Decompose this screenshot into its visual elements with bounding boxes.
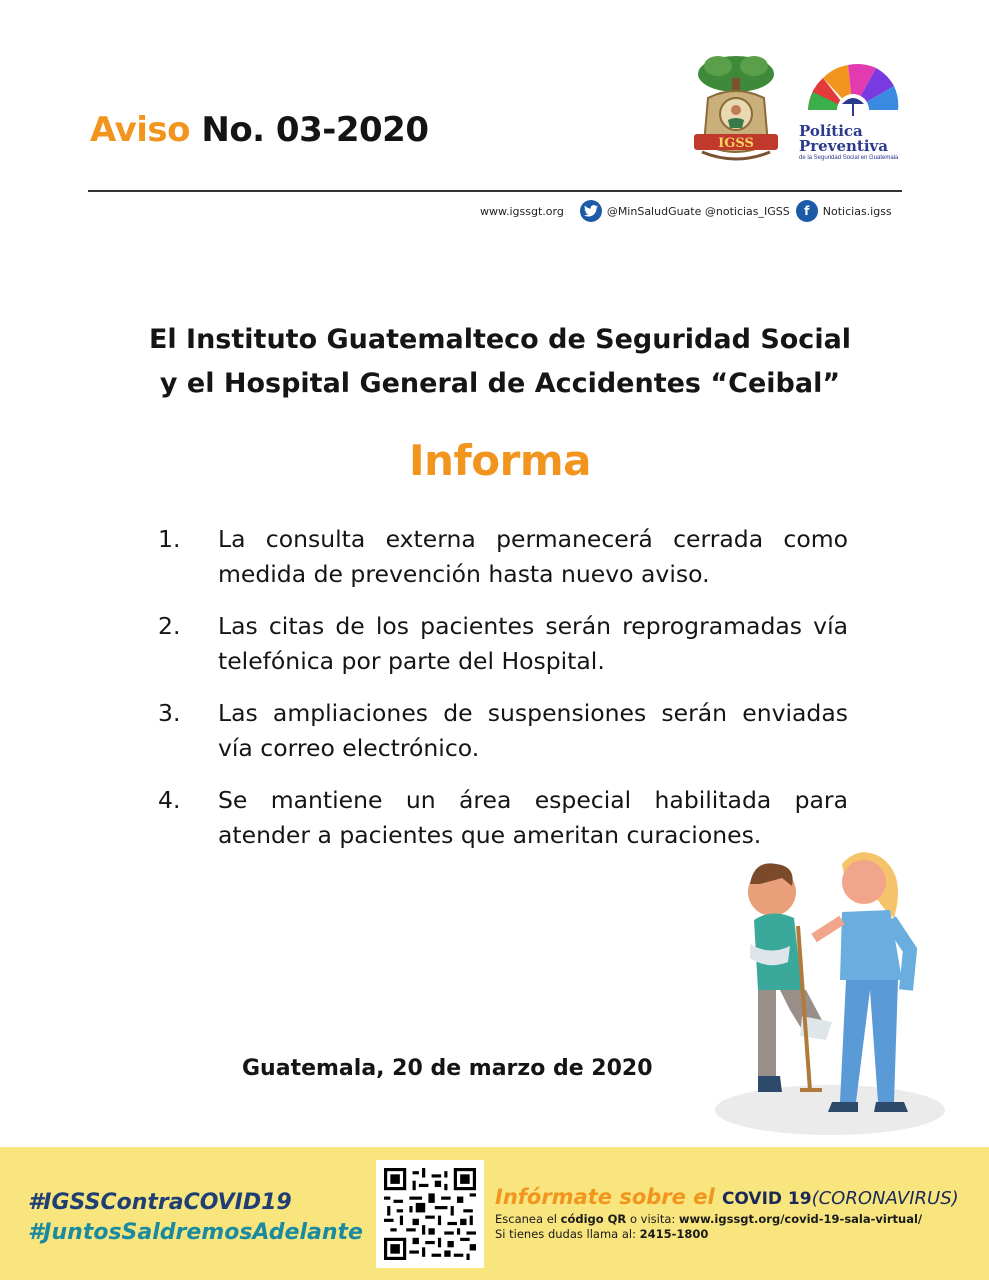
hashtag-juntos[interactable]: #JuntosSaldremosAdelante: [28, 1220, 363, 1245]
scan-middle: o visita:: [629, 1212, 676, 1226]
list-item-number: 3.: [158, 699, 181, 727]
informate-text: Infórmate sobre el: [495, 1185, 715, 1209]
list-item-number: 4.: [158, 786, 181, 814]
politica-sub: de la Seguridad Social en Guatemala: [799, 155, 899, 161]
twitter-handles[interactable]: @MinSaludGuate @noticias_IGSS: [606, 204, 790, 218]
social-links: [480, 200, 892, 222]
igss-logo-text: IGSS: [718, 136, 754, 151]
coronavirus-label: (CORONAVIRUS): [811, 1188, 959, 1209]
list-item: [158, 522, 848, 592]
twitter-icon: [580, 200, 602, 222]
call-prefix: Si tienes dudas llama al:: [495, 1227, 636, 1241]
politica-text: [799, 124, 911, 162]
heading-line1: El Instituto Guatemalteco de Seguridad Social: [148, 324, 852, 355]
covid-label: COVID 19: [721, 1189, 812, 1209]
aviso-word: Aviso: [90, 110, 191, 150]
institution-heading: [100, 318, 900, 406]
notice-list: [158, 522, 848, 870]
list-item-number: 1.: [158, 525, 181, 553]
list-item-text: Las citas de los pacientes serán reprogramadas vía telefónica por parte del Hospital.: [218, 612, 848, 675]
list-item-number: 2.: [158, 612, 181, 640]
aviso-number: No. 03-2020: [201, 110, 429, 150]
website-link[interactable]: www.igssgt.org: [480, 204, 564, 218]
list-item-text: Se mantiene un área especial habilitada para atender a pacientes que ameritan curaciones.: [218, 786, 848, 849]
list-item-text: La consulta externa permanecerá cerrada como medida de prevención hasta nuevo aviso.: [218, 525, 848, 588]
informa-title: Informa: [409, 436, 591, 485]
scan-prefix: Escanea el: [495, 1212, 557, 1226]
nurse-patient-illustration: [710, 840, 950, 1140]
scan-instructions: [495, 1212, 922, 1226]
list-item: [158, 696, 848, 766]
qr-code[interactable]: [376, 1160, 484, 1268]
list-item-text: Las ampliaciones de suspensiones serán enviadas vía correo electrónico.: [218, 699, 848, 762]
politica-line2: Preventiva: [799, 137, 888, 155]
igss-logo: [688, 48, 784, 170]
scan-url-link[interactable]: www.igssgt.org/covid-19-sala-virtual/: [678, 1212, 923, 1226]
list-item: [158, 609, 848, 679]
politica-line1: Política: [799, 122, 863, 140]
call-instructions: [495, 1227, 708, 1241]
page-title: [90, 110, 428, 150]
call-number[interactable]: 2415-1800: [639, 1227, 709, 1241]
qr-code-icon: [384, 1168, 476, 1260]
informate-line: [495, 1185, 959, 1209]
heading-line2: y el Hospital General de Accidentes “Ceibal”: [159, 368, 841, 399]
hashtag-igss-covid[interactable]: #IGSSContraCOVID19: [28, 1190, 292, 1215]
header-divider: [88, 190, 902, 192]
facebook-link[interactable]: Noticias.igss: [822, 204, 892, 218]
scan-qr: código QR: [560, 1212, 627, 1226]
date-line: Guatemala, 20 de marzo de 2020: [242, 1056, 653, 1081]
facebook-icon: f: [796, 200, 818, 222]
